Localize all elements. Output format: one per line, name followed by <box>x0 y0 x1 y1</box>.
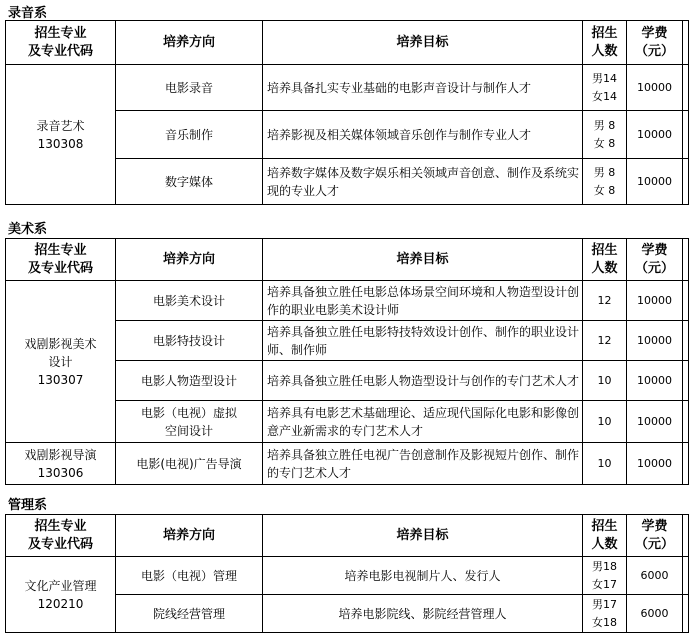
section-title-recording: 录音系 <box>8 6 48 21</box>
goal-cell: 培养具备独立胜任电视广告创意制作及影视短片创作、制作的专门艺术人才 <box>263 443 583 485</box>
major-cell: 文化产业管理 120210 <box>6 557 116 633</box>
goal-cell: 培养具备独立胜任电影特技特效设计创作、制作的职业设计师、制作师 <box>263 321 583 361</box>
direction-cell: 电影录音 <box>116 65 263 111</box>
section-title-management: 管理系 <box>8 498 48 513</box>
enroll-cell: 男18 女17 <box>583 557 627 595</box>
fee-cell: 10000 <box>627 401 683 443</box>
goal-cell: 培养具有电影艺术基础理论、适应现代国际化电影和影像创意产业新需求的专门艺术人才 <box>263 401 583 443</box>
header-enroll: 招生 人数 <box>583 239 627 281</box>
fee-cell: 6000 <box>627 595 683 633</box>
header-direction: 培养方向 <box>116 21 263 65</box>
recording-dept-table <box>5 20 689 205</box>
direction-cell: 电影特技设计 <box>116 321 263 361</box>
management-dept-table <box>5 514 689 633</box>
direction-cell: 音乐制作 <box>116 111 263 159</box>
direction-cell: 数字媒体 <box>116 159 263 205</box>
section-title-art: 美术系 <box>8 222 48 237</box>
direction-cell: 电影(电视)广告导演 <box>116 443 263 485</box>
enroll-cell: 男14 女14 <box>583 65 627 111</box>
header-fee: 学费 （元） <box>627 515 683 557</box>
header-enroll: 招生 人数 <box>583 21 627 65</box>
enroll-cell: 10 <box>583 443 627 485</box>
direction-cell: 电影（电视）管理 <box>116 557 263 595</box>
enroll-cell: 男 8 女 8 <box>583 111 627 159</box>
major-cell: 戏剧影视导演 130306 <box>6 443 116 485</box>
direction-cell: 电影（电视）虚拟 空间设计 <box>116 401 263 443</box>
header-goal: 培养目标 <box>263 21 583 65</box>
goal-cell: 培养电影院线、影院经营管理人 <box>263 595 583 633</box>
header-direction: 培养方向 <box>116 239 263 281</box>
fee-cell: 6000 <box>627 557 683 595</box>
direction-cell: 电影人物造型设计 <box>116 361 263 401</box>
enroll-cell: 10 <box>583 401 627 443</box>
goal-cell: 培养数字媒体及数字娱乐相关领域声音创意、制作及系统实现的专业人才 <box>263 159 583 205</box>
header-fee: 学费 （元） <box>627 239 683 281</box>
header-enroll: 招生 人数 <box>583 515 627 557</box>
goal-cell: 培养影视及相关媒体领域音乐创作与制作专业人才 <box>263 111 583 159</box>
enroll-cell: 10 <box>583 361 627 401</box>
header-direction: 培养方向 <box>116 515 263 557</box>
enroll-cell: 男17 女18 <box>583 595 627 633</box>
direction-cell: 院线经营管理 <box>116 595 263 633</box>
goal-cell: 培养电影电视制片人、发行人 <box>263 557 583 595</box>
goal-cell: 培养具备独立胜任电影总体场景空间环境和人物造型设计创作的职业电影美术设计师 <box>263 281 583 321</box>
fee-cell: 10000 <box>627 321 683 361</box>
art-dept-table <box>5 238 689 485</box>
fee-cell: 10000 <box>627 361 683 401</box>
fee-cell: 10000 <box>627 111 683 159</box>
fee-cell: 10000 <box>627 65 683 111</box>
major-cell: 戏剧影视美术 设计 130307 <box>6 281 116 443</box>
goal-cell: 培养具备独立胜任电影人物造型设计与创作的专门艺术人才 <box>263 361 583 401</box>
header-goal: 培养目标 <box>263 515 583 557</box>
header-fee: 学费 （元） <box>627 21 683 65</box>
fee-cell: 10000 <box>627 159 683 205</box>
enroll-cell: 12 <box>583 321 627 361</box>
enroll-cell: 12 <box>583 281 627 321</box>
header-major: 招生专业 及专业代码 <box>6 21 116 65</box>
direction-cell: 电影美术设计 <box>116 281 263 321</box>
header-goal: 培养目标 <box>263 239 583 281</box>
fee-cell: 10000 <box>627 281 683 321</box>
header-major: 招生专业 及专业代码 <box>6 239 116 281</box>
enroll-cell: 男 8 女 8 <box>583 159 627 205</box>
goal-cell: 培养具备扎实专业基础的电影声音设计与制作人才 <box>263 65 583 111</box>
fee-cell: 10000 <box>627 443 683 485</box>
major-cell: 录音艺术 130308 <box>6 65 116 205</box>
header-major: 招生专业 及专业代码 <box>6 515 116 557</box>
